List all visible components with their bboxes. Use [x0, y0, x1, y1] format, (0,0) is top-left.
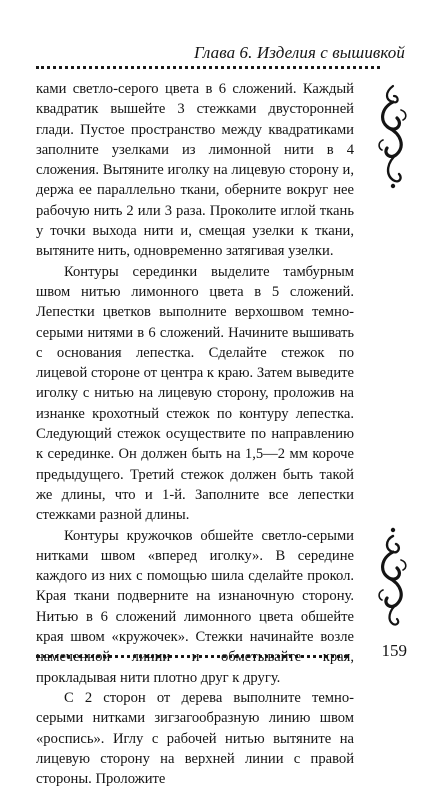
flourish-ornament-icon: [375, 84, 411, 190]
paragraph: С 2 сторон от дерева выполните темно-серыми нитками зигзагообразную линию швом «роспись». Иглу с рабочей нитью вытяните на лицевую сторону на верхней линии с правой стороны. Проложите: [36, 689, 354, 788]
paragraph: Контуры серединки выделите тамбурным швом нитью лимонного цвета в 5 сложений. Лепестки цветков выполните верхошвом темно-серыми нитями в 6 сложений. Начините вышивать с основания лепестка. Сделайте стежок по лицевой стороне от центра к краю. Затем выведите иголку с нитью на лицевую сторону, проложив на изнанке крохотный стежок по контуру лепестка. Следующий стежок осуществите по направлению к серединке. Он должен быть на 1,5—2 мм короче предыдущего. Третий стежок должен быть такой же длины, что и 1-й. Заполните все лепестки стежками разной длины.: [36, 263, 354, 524]
paragraph: Контуры кружочков обшейте светло-серыми нитками швом «вперед иголку». В середине каждого из них с помощью шила сделайте прокол. Края ткани подверните на изнаночную сторону. Нитью в 6 сложений лимонного цвета обшейте края швом «кружочек». Стежки начинайте возле намеченной линии и обметывайте края, прокладывая нити плотно друг к другу.: [36, 527, 354, 686]
chapter-title: Глава 6. Изделия с вышивкой: [194, 43, 405, 62]
footer-dotted-rule: [36, 655, 348, 658]
flourish-ornament-icon: [375, 526, 411, 628]
header-dotted-rule: [36, 66, 380, 69]
body-text: [36, 79, 354, 789]
page-number: 159: [381, 641, 407, 660]
paragraph: ками светло-серого цвета в 6 сложений. Каждый квадратик вышейте 3 стежками двусторонней глади. Пустое пространство между квадратиками заполните узелками из лимонной нити в 4 сложения. Вытяните иголку на лицевую сторону и, держа ее параллельно ткани, оберните вокруг нее рабочую нить 2 или 3 раза. Проколите иглой ткань у точки выхода нити и, смещая узелки к ткани, вытяните нить, одновременно затягивая узелки.: [36, 81, 354, 260]
